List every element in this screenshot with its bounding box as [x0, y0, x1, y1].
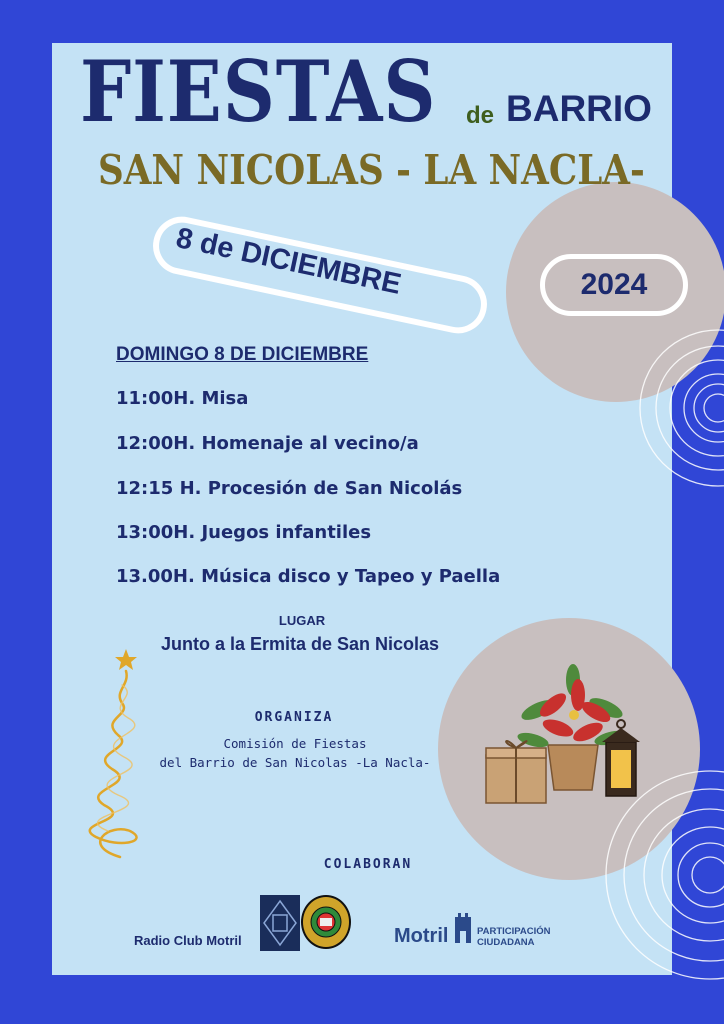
schedule-item: 13.00H. Música disco y Tapeo y Paella	[116, 566, 501, 587]
year-text: 2024	[580, 268, 648, 301]
place-label: LUGAR	[278, 613, 326, 628]
castle-icon	[452, 905, 474, 945]
ripple-decoration-top	[600, 320, 724, 500]
page-title: FIESTAS	[80, 42, 437, 141]
schedule-item: 13:00H. Juegos infantiles	[116, 522, 372, 543]
radio-club-logo-round	[301, 895, 351, 949]
participacion-text	[477, 926, 551, 949]
title-barrio: BARRIO	[506, 88, 652, 129]
radio-club-name: Radio Club Motril	[134, 933, 242, 948]
organiza-line2: del Barrio de San Nicolas -La Nacla-	[159, 755, 431, 770]
schedule-item: 11:00H. Misa	[116, 388, 249, 409]
schedule-item: 12:00H. Homenaje al vecino/a	[116, 433, 419, 454]
year-badge	[540, 254, 688, 316]
schedule-item: 12:15 H. Procesión de San Nicolás	[116, 478, 463, 499]
motril-logo-text: Motril	[394, 925, 449, 947]
date-text: 8 de DICIEMBRE	[173, 222, 404, 301]
schedule-heading: DOMINGO 8 DE DICIEMBRE	[116, 344, 369, 365]
organiza-label: ORGANIZA	[254, 710, 334, 725]
colaboran-label: COLABORAN	[323, 857, 413, 872]
organiza-line1: Comisión de Fiestas	[223, 736, 367, 751]
radio-club-logo-dark	[260, 895, 300, 951]
participacion-line1: PARTICIPACIÓN	[477, 926, 551, 937]
subtitle: SAN NICOLAS - LA NACLA-	[98, 146, 645, 194]
poinsettia-gift-illustration	[478, 650, 648, 810]
participacion-line2: CIUDADANA	[477, 937, 535, 949]
place-value: Junto a la Ermita de San Nicolas	[160, 634, 440, 654]
title-de: de	[466, 102, 495, 129]
